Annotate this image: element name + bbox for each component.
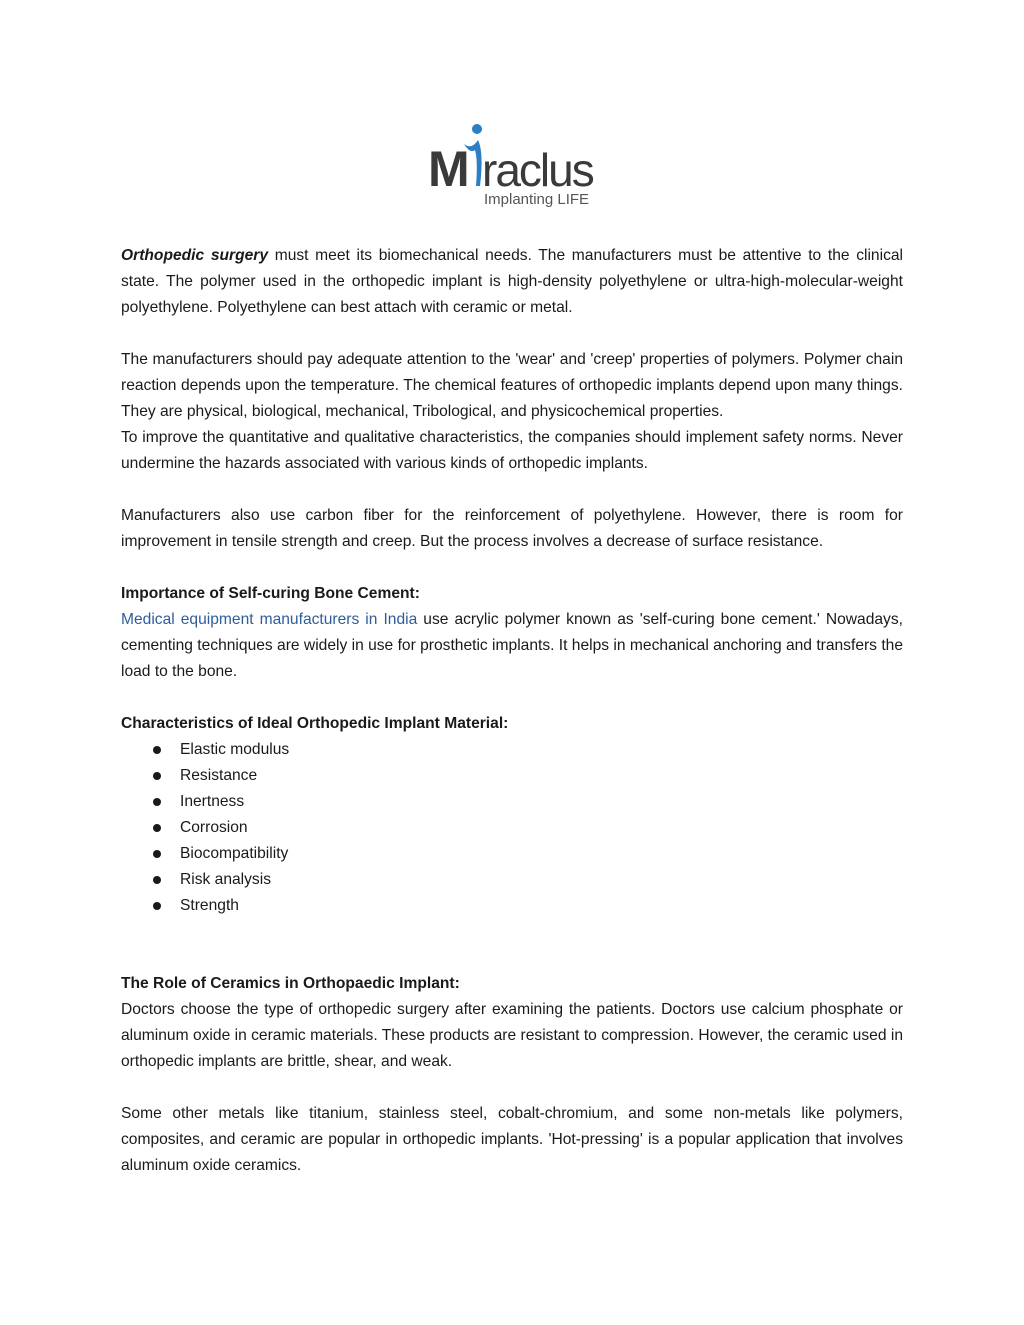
document-body [121, 243, 903, 1179]
list-item-label: Resistance [180, 767, 258, 784]
intro-lead-term: Orthopedic surgery [121, 247, 269, 264]
bullet-icon [153, 746, 161, 754]
intro-text: must meet its biomechanical needs. The manufacturers must be attentive to the clinical state. The polymer used in the orthopedic implant is high-density polyethylene or ultra-high-molecular-weight polyethylene. Polyethylene can best attach with ceramic or metal. [121, 247, 903, 316]
list-item [121, 841, 903, 867]
wear-creep-paragraph: The manufacturers should pay adequate attention to the 'wear' and 'creep' properties of polymers. Polymer chain reaction depends upon the temperature. The chemical features of orthopedic implants depend upon many things. They are physical, biological, mechanical, Tribological, and physicochemical properties. [121, 351, 903, 420]
carbon-fiber-paragraph: Manufacturers also use carbon fiber for the reinforcement of polyethylene. However, there is room for improvement in tensile strength and creep. But the process involves a decrease of surface resistance. [121, 507, 903, 550]
bone-cement-paragraph [121, 607, 903, 685]
list-item-label: Inertness [180, 793, 245, 810]
spacer [121, 1075, 903, 1101]
list-item-label: Corrosion [180, 819, 248, 836]
metals-paragraph: Some other metals like titanium, stainless steel, cobalt-chromium, and some non-metals like polymers, composites, and ceramic are popular in orthopedic implants. 'Hot-pressing' is a popular application that involves aluminum oxide ceramics. [121, 1105, 903, 1174]
list-item-label: Risk analysis [180, 871, 271, 888]
spacer [121, 919, 903, 971]
miraclus-logo-graphic [428, 120, 604, 212]
bullet-icon [153, 850, 161, 858]
spacer [121, 321, 903, 347]
list-item [121, 737, 903, 763]
miraclus-logo [428, 120, 604, 212]
spacer [121, 555, 903, 581]
ceramics-heading: The Role of Ceramics in Orthopaedic Implant: [121, 975, 460, 992]
list-item [121, 763, 903, 789]
list-item [121, 893, 903, 919]
list-item [121, 815, 903, 841]
bullet-icon [153, 824, 161, 832]
safety-paragraph: To improve the quantitative and qualitative characteristics, the companies should implement safety norms. Never undermine the hazards associated with various kinds of orthopedic implants. [121, 429, 903, 472]
list-item [121, 789, 903, 815]
bullet-icon [153, 876, 161, 884]
characteristics-list [121, 737, 903, 919]
bullet-icon [153, 798, 161, 806]
logo-brand-m: M [428, 141, 470, 197]
bone-cement-text: use acrylic polymer known as 'self-curing bone cement.' Nowadays, cementing techniques are widely in use for prosthetic implants. It helps in mechanical anchoring and transfers the load to the bone. [121, 611, 903, 680]
list-item-label: Strength [180, 897, 239, 914]
ceramics-paragraph: Doctors choose the type of orthopedic surgery after examining the patients. Doctors use calcium phosphate or aluminum oxide in ceramic materials. These products are resistant to compression. However, the ceramic used in orthopedic implants are brittle, shear, and weak. [121, 1001, 903, 1070]
bullet-icon [153, 902, 161, 910]
logo-tagline: Implanting LIFE [484, 191, 590, 208]
list-item-label: Elastic modulus [180, 741, 290, 758]
list-item-label: Biocompatibility [180, 845, 289, 862]
logo-brand-rest: raclus [482, 144, 593, 196]
bone-cement-heading: Importance of Self-curing Bone Cement: [121, 585, 420, 602]
spacer [121, 685, 903, 711]
logo-figure-head-icon [472, 124, 482, 134]
bullet-icon [153, 772, 161, 780]
characteristics-heading: Characteristics of Ideal Orthopedic Implant Material: [121, 715, 509, 732]
spacer [121, 477, 903, 503]
manufacturers-link[interactable]: Medical equipment manufacturers in India [121, 611, 418, 628]
intro-paragraph [121, 243, 903, 321]
list-item [121, 867, 903, 893]
